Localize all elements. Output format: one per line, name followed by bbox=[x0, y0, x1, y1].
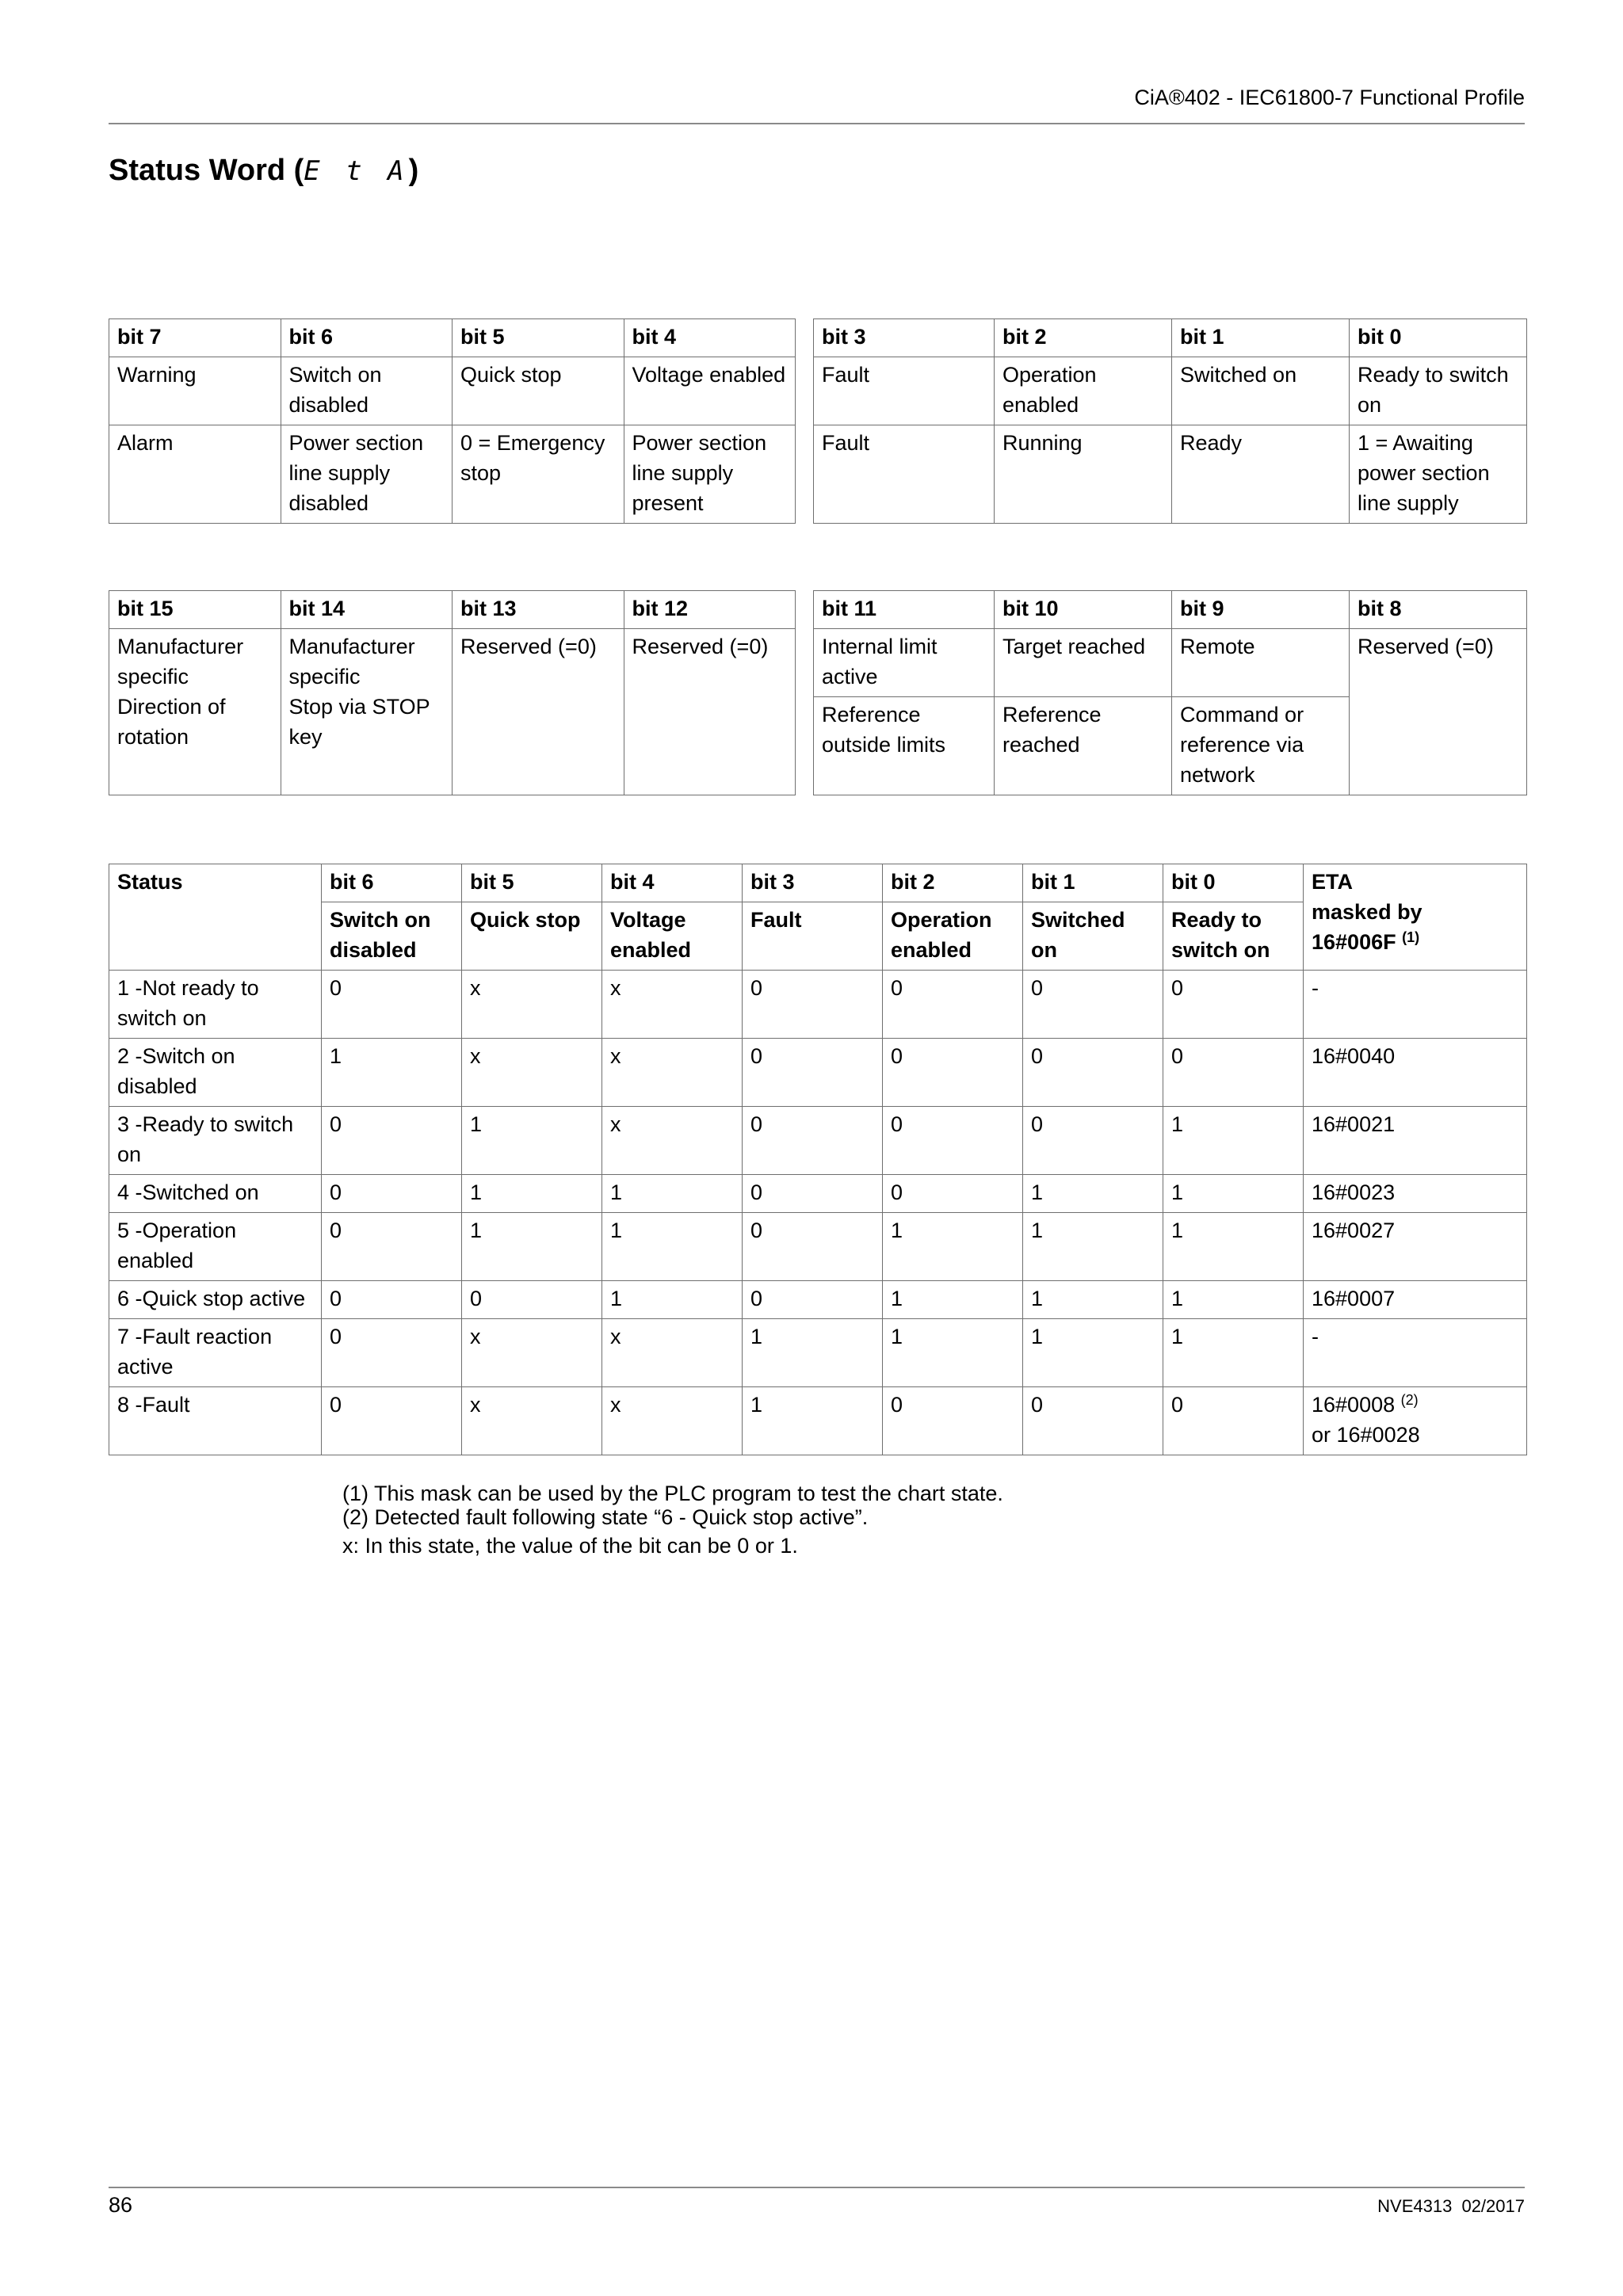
title-text: Status Word ( bbox=[109, 154, 304, 187]
table-cell: Command or reference via network bbox=[1172, 697, 1350, 795]
title-parameter-code: E t A bbox=[304, 155, 409, 187]
header-cell: bit 9 bbox=[1172, 591, 1350, 629]
table-cell: Warning bbox=[109, 357, 281, 425]
header-cell: bit 6 bbox=[281, 319, 453, 357]
bit-name-cell: Switch on disabled bbox=[322, 902, 462, 971]
header-cell: bit 13 bbox=[453, 591, 624, 629]
eta-header-line: masked by bbox=[1312, 900, 1423, 924]
cell-line: Stop via STOP key bbox=[288, 695, 430, 749]
bit-cell: 1 bbox=[1163, 1107, 1304, 1175]
table-header-row bbox=[109, 319, 796, 357]
state-chart-table bbox=[109, 864, 1527, 1455]
bit-cell: 1 bbox=[462, 1175, 602, 1213]
page-title bbox=[109, 154, 418, 188]
status-cell: 6 -Quick stop active bbox=[109, 1281, 322, 1319]
bit-cell: 1 bbox=[883, 1213, 1023, 1281]
bit-cell: 1 bbox=[1163, 1175, 1304, 1213]
table-cell: Reserved (=0) bbox=[624, 629, 796, 795]
bit-cell: 0 bbox=[883, 1387, 1023, 1455]
table-cell: Voltage enabled bbox=[624, 357, 796, 425]
table-cell: 0 = Emergency stop bbox=[453, 425, 624, 524]
document-reference: NVE4313 02/2017 bbox=[1377, 2196, 1525, 2216]
bit-cell: x bbox=[602, 1107, 743, 1175]
header-cell: bit 7 bbox=[109, 319, 281, 357]
table-row bbox=[109, 425, 796, 524]
table-row bbox=[109, 1107, 1527, 1175]
status-cell: 4 -Switched on bbox=[109, 1175, 322, 1213]
bit-cell: x bbox=[462, 971, 602, 1039]
eta-header-cell bbox=[1304, 864, 1527, 971]
status-cell: 8 -Fault bbox=[109, 1387, 322, 1455]
bit-name-cell: Voltage enabled bbox=[602, 902, 743, 971]
footnote-ref: (1) bbox=[1402, 929, 1420, 945]
table-row bbox=[109, 971, 1527, 1039]
bit-cell: 1 bbox=[602, 1175, 743, 1213]
bit-cell: 0 bbox=[743, 1107, 883, 1175]
header-cell: bit 2 bbox=[883, 864, 1023, 902]
table-cell: Reference outside limits bbox=[814, 697, 995, 795]
header-cell: bit 12 bbox=[624, 591, 796, 629]
table-row bbox=[109, 1175, 1527, 1213]
bit-cell: 0 bbox=[462, 1281, 602, 1319]
header-cell: bit 4 bbox=[624, 319, 796, 357]
eta-header-line: ETA bbox=[1312, 870, 1353, 894]
bit-cell: x bbox=[602, 1387, 743, 1455]
bit-cell: 0 bbox=[743, 1213, 883, 1281]
table-row bbox=[109, 629, 796, 795]
table-cell: Operation enabled bbox=[995, 357, 1172, 425]
table-cell: Switch on disabled bbox=[281, 357, 453, 425]
table-header-row bbox=[814, 591, 1527, 629]
bit-cell: 1 bbox=[602, 1213, 743, 1281]
footnote-x: x: In this state, the value of the bit can be 0 or 1. bbox=[342, 1534, 798, 1558]
header-cell: bit 0 bbox=[1350, 319, 1527, 357]
bit-cell: x bbox=[462, 1387, 602, 1455]
bit-cell: 0 bbox=[743, 971, 883, 1039]
header-cell: bit 11 bbox=[814, 591, 995, 629]
bit-cell: 1 bbox=[1023, 1281, 1163, 1319]
eta-cell: 16#0023 bbox=[1304, 1175, 1527, 1213]
bit-cell: 1 bbox=[1163, 1319, 1304, 1387]
table-row bbox=[109, 1387, 1527, 1455]
bit-cell: 1 bbox=[1163, 1213, 1304, 1281]
status-bits-7-4-table bbox=[109, 318, 796, 524]
header-cell: bit 14 bbox=[281, 591, 453, 629]
bit-cell: 1 bbox=[602, 1281, 743, 1319]
bit-cell: 0 bbox=[883, 971, 1023, 1039]
header-cell: bit 1 bbox=[1172, 319, 1350, 357]
bit-cell: 0 bbox=[883, 1039, 1023, 1107]
eta-cell: 16#0007 bbox=[1304, 1281, 1527, 1319]
header-rule bbox=[109, 123, 1525, 124]
bit-cell: 1 bbox=[743, 1387, 883, 1455]
bit-cell: 0 bbox=[883, 1175, 1023, 1213]
table-row bbox=[814, 425, 1527, 524]
cell-line: Direction of rotation bbox=[117, 695, 226, 749]
table-cell: Fault bbox=[814, 425, 995, 524]
table-cell: Alarm bbox=[109, 425, 281, 524]
eta-cell: - bbox=[1304, 971, 1527, 1039]
header-cell: bit 5 bbox=[453, 319, 624, 357]
table-cell: Reserved (=0) bbox=[1350, 629, 1527, 795]
bit-cell: 0 bbox=[743, 1281, 883, 1319]
running-header: CiA®402 - IEC61800-7 Functional Profile bbox=[1134, 86, 1525, 109]
cell-line: Manufacturer specific bbox=[288, 635, 415, 688]
status-cell: 5 -Operation enabled bbox=[109, 1213, 322, 1281]
bit-cell: 0 bbox=[1023, 971, 1163, 1039]
bit-cell: x bbox=[462, 1319, 602, 1387]
eta-line bbox=[1312, 1390, 1518, 1420]
page-number: 86 bbox=[109, 2193, 133, 2217]
header-cell: bit 6 bbox=[322, 864, 462, 902]
table-row bbox=[109, 1319, 1527, 1387]
bit-cell: 0 bbox=[743, 1039, 883, 1107]
bit-cell: 0 bbox=[1023, 1039, 1163, 1107]
table-cell bbox=[109, 629, 281, 795]
bit-name-cell: Ready to switch on bbox=[1163, 902, 1304, 971]
bit-name-cell: Fault bbox=[743, 902, 883, 971]
bit-cell: 0 bbox=[322, 1213, 462, 1281]
table-cell: Fault bbox=[814, 357, 995, 425]
cell-line: Manufacturer specific bbox=[117, 635, 244, 688]
table-cell: Ready to switch on bbox=[1350, 357, 1527, 425]
bit-cell: 0 bbox=[883, 1107, 1023, 1175]
bit-cell: 1 bbox=[883, 1319, 1023, 1387]
header-cell: bit 4 bbox=[602, 864, 743, 902]
bit-cell: 1 bbox=[1023, 1175, 1163, 1213]
table-cell bbox=[281, 629, 453, 795]
table-cell: Target reached bbox=[995, 629, 1172, 697]
status-bits-15-12-table bbox=[109, 590, 796, 795]
status-cell: 7 -Fault reaction active bbox=[109, 1319, 322, 1387]
table-cell: Power section line supply disabled bbox=[281, 425, 453, 524]
bit-cell: 1 bbox=[1023, 1319, 1163, 1387]
status-cell: 1 -Not ready to switch on bbox=[109, 971, 322, 1039]
table-row bbox=[814, 357, 1527, 425]
table-cell: Quick stop bbox=[453, 357, 624, 425]
bit-name-cell: Quick stop bbox=[462, 902, 602, 971]
bit-cell: 0 bbox=[1023, 1107, 1163, 1175]
bit-cell: 1 bbox=[1163, 1281, 1304, 1319]
eta-cell: - bbox=[1304, 1319, 1527, 1387]
eta-alt-line: or 16#0028 bbox=[1312, 1423, 1420, 1447]
table-header-row bbox=[109, 591, 796, 629]
table-cell: Remote bbox=[1172, 629, 1350, 697]
table-row bbox=[814, 629, 1527, 697]
header-cell: bit 1 bbox=[1023, 864, 1163, 902]
bit-cell: x bbox=[602, 971, 743, 1039]
status-cell: 2 -Switch on disabled bbox=[109, 1039, 322, 1107]
eta-cell: 16#0021 bbox=[1304, 1107, 1527, 1175]
table-footnotes bbox=[342, 1482, 1003, 1558]
bit-cell: 1 bbox=[462, 1213, 602, 1281]
header-cell: bit 15 bbox=[109, 591, 281, 629]
bit-cell: x bbox=[602, 1039, 743, 1107]
table-row bbox=[109, 1213, 1527, 1281]
bit-cell: 0 bbox=[322, 1319, 462, 1387]
bit-cell: 1 bbox=[883, 1281, 1023, 1319]
table-row bbox=[109, 1039, 1527, 1107]
table-cell: Internal limit active bbox=[814, 629, 995, 697]
header-cell: bit 8 bbox=[1350, 591, 1527, 629]
bit-cell: 0 bbox=[322, 1281, 462, 1319]
footnote-2: (2) Detected fault following state “6 - Quick stop active”. bbox=[342, 1505, 869, 1529]
eta-value: 16#0008 bbox=[1312, 1393, 1396, 1417]
status-bits-11-8-table bbox=[813, 590, 1527, 795]
table-cell: Running bbox=[995, 425, 1172, 524]
bit-cell: 0 bbox=[322, 971, 462, 1039]
header-cell: bit 0 bbox=[1163, 864, 1304, 902]
table-cell: Ready bbox=[1172, 425, 1350, 524]
eta-cell bbox=[1304, 1387, 1527, 1455]
footer-rule bbox=[109, 2187, 1525, 2188]
table-cell: 1 = Awaiting power section line supply bbox=[1350, 425, 1527, 524]
bit-name-cell: Operation enabled bbox=[883, 902, 1023, 971]
table-header-row bbox=[109, 864, 1527, 902]
table-cell: Reference reached bbox=[995, 697, 1172, 795]
bit-cell: 0 bbox=[322, 1387, 462, 1455]
footnote-1: (1) This mask can be used by the PLC program to test the chart state. bbox=[342, 1482, 1003, 1505]
footnote-ref: (2) bbox=[1400, 1392, 1419, 1408]
table-header-row bbox=[814, 319, 1527, 357]
eta-header-line bbox=[1312, 927, 1518, 957]
status-cell: 3 -Ready to switch on bbox=[109, 1107, 322, 1175]
bit-cell: 0 bbox=[743, 1175, 883, 1213]
header-cell: bit 10 bbox=[995, 591, 1172, 629]
header-cell: bit 5 bbox=[462, 864, 602, 902]
table-cell: Power section line supply present bbox=[624, 425, 796, 524]
bit-cell: x bbox=[462, 1039, 602, 1107]
table-cell: Switched on bbox=[1172, 357, 1350, 425]
bit-cell: 0 bbox=[1163, 1387, 1304, 1455]
bit-cell: 1 bbox=[743, 1319, 883, 1387]
table-row bbox=[109, 1281, 1527, 1319]
status-header-cell: Status bbox=[109, 864, 322, 971]
bit-cell: 0 bbox=[1163, 971, 1304, 1039]
bit-cell: 0 bbox=[1163, 1039, 1304, 1107]
eta-cell: 16#0040 bbox=[1304, 1039, 1527, 1107]
table-row bbox=[109, 357, 796, 425]
bit-cell: 0 bbox=[1023, 1387, 1163, 1455]
eta-cell: 16#0027 bbox=[1304, 1213, 1527, 1281]
bit-cell: 0 bbox=[322, 1107, 462, 1175]
table-cell: Reserved (=0) bbox=[453, 629, 624, 795]
header-cell: bit 3 bbox=[814, 319, 995, 357]
bit-cell: x bbox=[602, 1319, 743, 1387]
bit-name-cell: Switched on bbox=[1023, 902, 1163, 971]
eta-mask-value: 16#006F bbox=[1312, 930, 1396, 954]
bit-cell: 1 bbox=[322, 1039, 462, 1107]
bit-cell: 1 bbox=[1023, 1213, 1163, 1281]
title-close: ) bbox=[408, 154, 419, 187]
bit-cell: 0 bbox=[322, 1175, 462, 1213]
status-bits-3-0-table bbox=[813, 318, 1527, 524]
header-cell: bit 3 bbox=[743, 864, 883, 902]
header-cell: bit 2 bbox=[995, 319, 1172, 357]
bit-cell: 1 bbox=[462, 1107, 602, 1175]
